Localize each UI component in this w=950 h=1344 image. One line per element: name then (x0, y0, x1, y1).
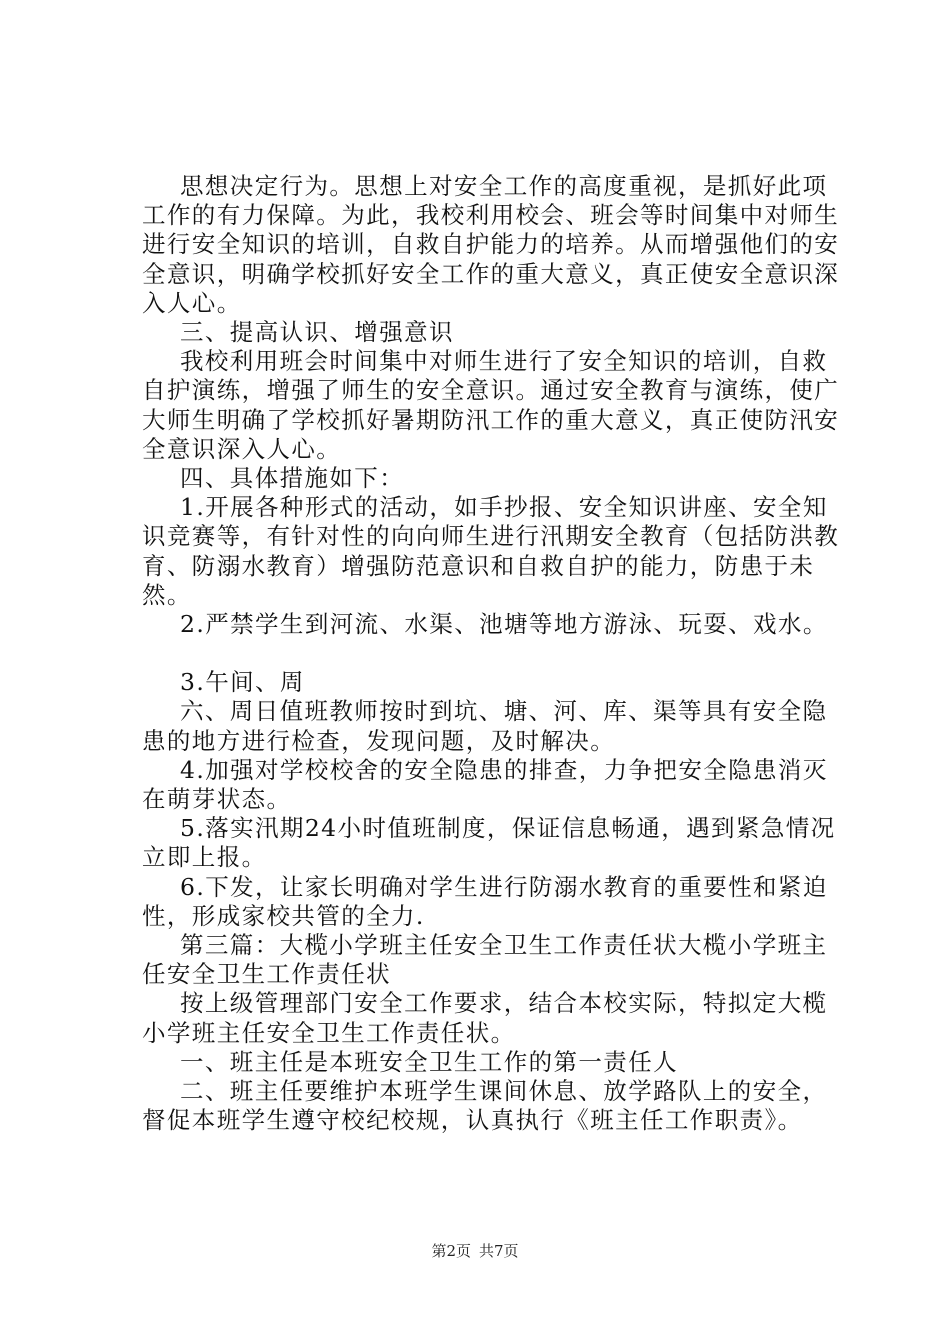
list-item: 4.加强对学校校舍的安全隐患的排查，力争把安全隐患消灭在萌芽状态。 (142, 755, 828, 814)
list-item: 5.落实汛期24小时值班制度，保证信息畅通，遇到紧急情况立即上报。 (142, 814, 836, 872)
section-heading: 四、具体措施如下： (180, 464, 405, 493)
paragraph: 按上级管理部门安全工作要求，结合本校实际，特拟定大榄小学班主任安全卫生工作责任状。 (142, 989, 828, 1047)
section-heading: 三、提高认识、增强意识 (180, 318, 454, 347)
list-item: 1.开展各种形式的活动，如手抄报、安全知识讲座、安全知识竞赛等，有针对性的向向师生进行汛期安全教育（包括防洪教育、防溺水教育）增强防范意识和自救自护的能力，防患于未然。 (142, 493, 840, 609)
list-item: 6.下发，让家长明确对学生进行防溺水教育的重要性和紧迫性，形成家校共管的全力. (142, 872, 828, 930)
page-number: 第2页 (431, 1242, 471, 1260)
paragraph: 我校利用班会时间集中对师生进行了安全知识的培训，自救自护演练，增强了师生的安全意识。通过安全教育与演练，使广大师生明确了学校抓好暑期防汛工作的重大意义，真正使防汛安全意识深入人心。 (142, 347, 840, 463)
paragraph: 二、班主任要维护本班学生课间休息、放学路队上的安全，督促本班学生遵守校纪校规，认真执行《班主任工作职责》。 (142, 1077, 828, 1135)
list-item: 2.严禁学生到河流、水渠、池塘等地方游泳、玩耍、戏水。 (180, 610, 828, 639)
paragraph: 思想决定行为。思想上对安全工作的高度重视，是抓好此项工作的有力保障。为此，我校利用校会、班会等时间集中对师生进行安全知识的培训，自救自护能力的培养。从而增强他们的安全意识，明确学校抓好安全工作的重大意义，真正使安全意识深入人心。 (142, 172, 840, 317)
blank-line (142, 639, 842, 668)
list-item: 3.午间、周 (180, 668, 305, 697)
section-heading: 一、班主任是本班安全卫生工作的第一责任人 (180, 1047, 678, 1076)
section-title: 第三篇：大榄小学班主任安全卫生工作责任状大榄小学班主任安全卫生工作责任状 (142, 931, 828, 989)
paragraph: 六、周日值班教师按时到坑、塘、河、库、渠等具有安全隐患的地方进行检查，发现问题，及时解决。 (142, 697, 828, 755)
page-total: 共7页 (479, 1242, 519, 1260)
document-body (142, 172, 842, 1136)
page-footer (0, 1241, 950, 1261)
